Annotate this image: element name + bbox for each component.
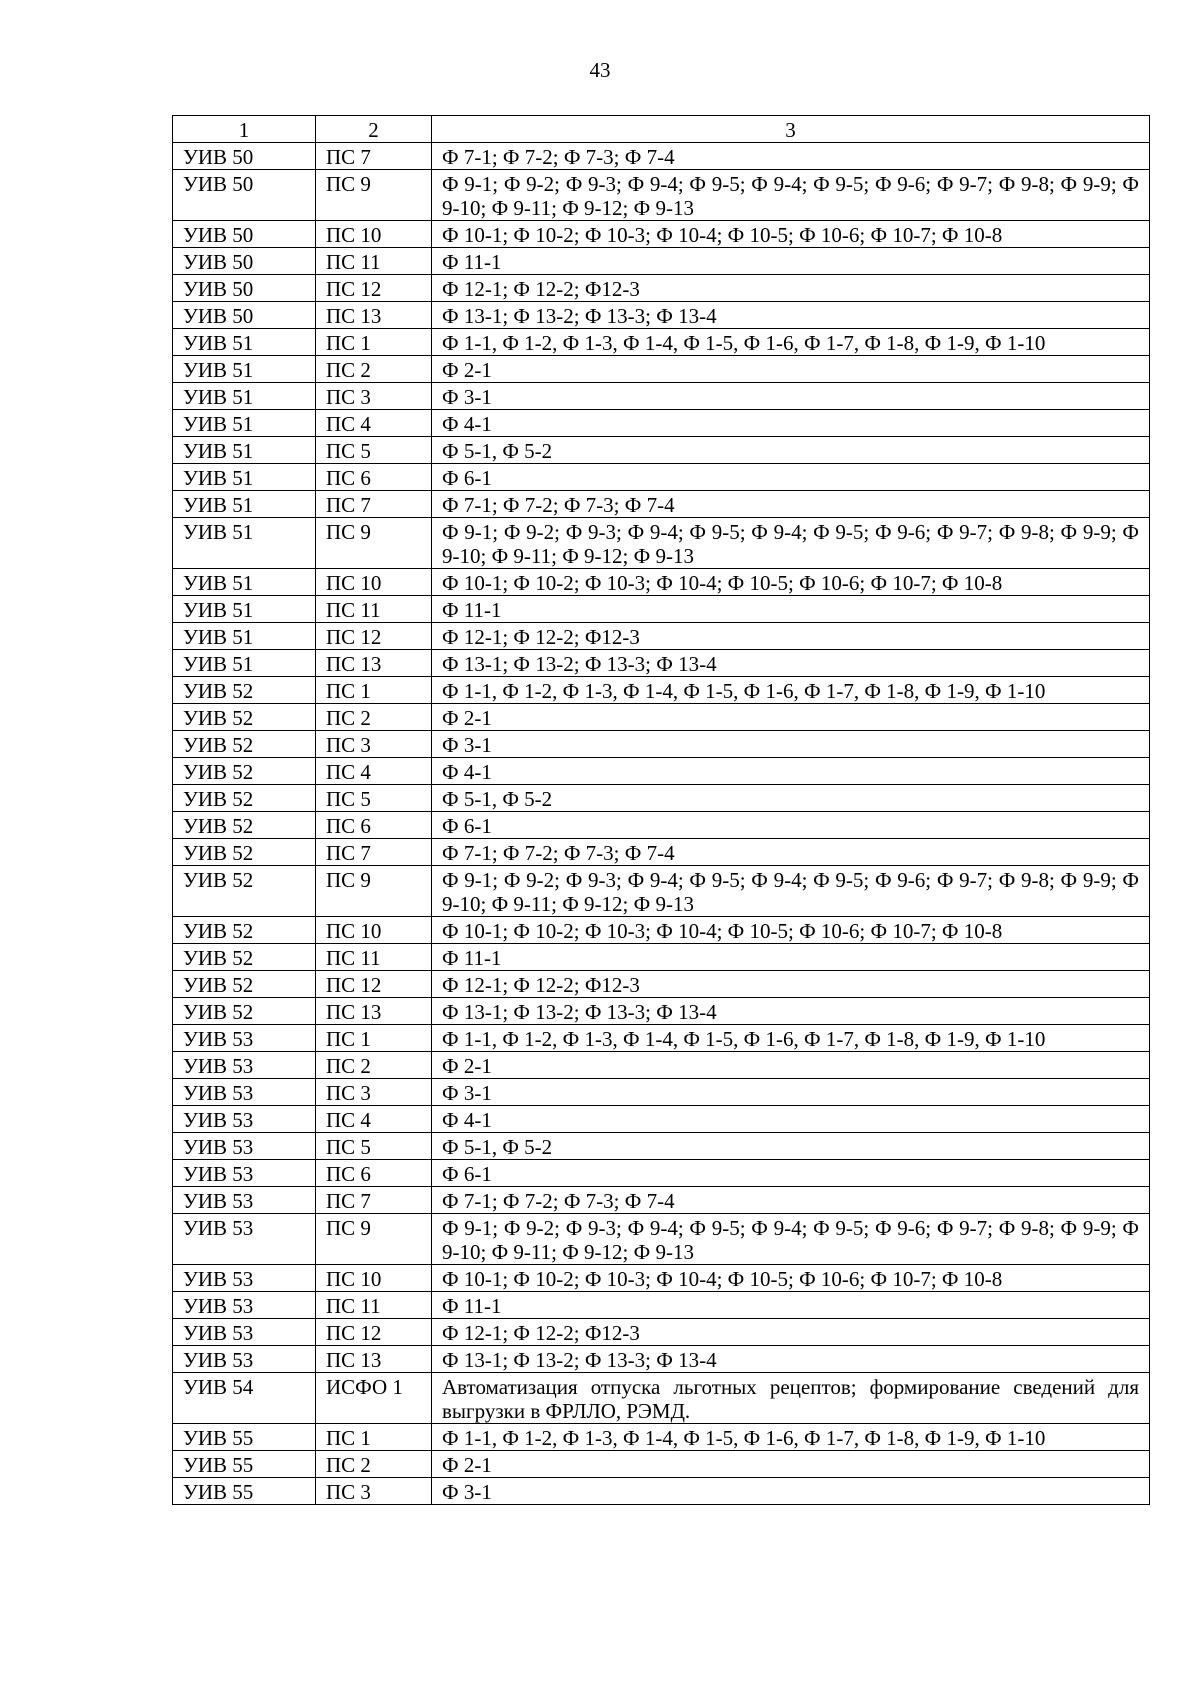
- functions-cell: Ф 10-1; Ф 10-2; Ф 10-3; Ф 10-4; Ф 10-5; Ф 10-6; Ф 10-7; Ф 10-8: [432, 1265, 1150, 1292]
- functions-cell: Ф 11-1: [432, 248, 1150, 275]
- subsystem-cell: ПС 13: [316, 1346, 432, 1373]
- uiv-cell: УИВ 50: [173, 143, 316, 170]
- subsystem-cell: ПС 4: [316, 410, 432, 437]
- subsystem-cell: ПС 3: [316, 383, 432, 410]
- subsystem-cell: ПС 10: [316, 569, 432, 596]
- functions-cell: Ф 9-1; Ф 9-2; Ф 9-3; Ф 9-4; Ф 9-5; Ф 9-4; Ф 9-5; Ф 9-6; Ф 9-7; Ф 9-8; Ф 9-9; Ф 9-10; Ф 9-11; Ф 9-12; Ф 9-13: [432, 170, 1150, 221]
- functions-cell: Ф 1-1, Ф 1-2, Ф 1-3, Ф 1-4, Ф 1-5, Ф 1-6, Ф 1-7, Ф 1-8, Ф 1-9, Ф 1-10: [432, 677, 1150, 704]
- table-row: [173, 491, 1150, 518]
- subsystem-cell: ПС 11: [316, 596, 432, 623]
- subsystem-cell: ПС 3: [316, 1079, 432, 1106]
- table-row: [173, 1106, 1150, 1133]
- functions-cell: Ф 4-1: [432, 758, 1150, 785]
- functions-cell: Ф 6-1: [432, 464, 1150, 491]
- table-row: [173, 1265, 1150, 1292]
- table-row: [173, 1214, 1150, 1265]
- functions-cell: Ф 12-1; Ф 12-2; Ф12-3: [432, 623, 1150, 650]
- functions-cell: Ф 10-1; Ф 10-2; Ф 10-3; Ф 10-4; Ф 10-5; Ф 10-6; Ф 10-7; Ф 10-8: [432, 917, 1150, 944]
- functions-cell: Ф 7-1; Ф 7-2; Ф 7-3; Ф 7-4: [432, 1187, 1150, 1214]
- table-row: [173, 839, 1150, 866]
- uiv-cell: УИВ 51: [173, 650, 316, 677]
- table-row: [173, 731, 1150, 758]
- functions-cell: Ф 13-1; Ф 13-2; Ф 13-3; Ф 13-4: [432, 1346, 1150, 1373]
- table-row: [173, 410, 1150, 437]
- uiv-cell: УИВ 51: [173, 623, 316, 650]
- table-header-row: [173, 116, 1150, 143]
- uiv-cell: УИВ 52: [173, 866, 316, 917]
- subsystem-cell: ПС 13: [316, 650, 432, 677]
- uiv-cell: УИВ 50: [173, 221, 316, 248]
- table-row: [173, 302, 1150, 329]
- table-row: [173, 650, 1150, 677]
- table-row: [173, 275, 1150, 302]
- uiv-cell: УИВ 51: [173, 356, 316, 383]
- subsystem-cell: ПС 13: [316, 302, 432, 329]
- table-row: [173, 569, 1150, 596]
- subsystem-cell: ИСФО 1: [316, 1373, 432, 1424]
- uiv-cell: УИВ 53: [173, 1079, 316, 1106]
- subsystem-cell: ПС 6: [316, 812, 432, 839]
- page-number: 43: [589, 58, 611, 82]
- functions-cell: Ф 13-1; Ф 13-2; Ф 13-3; Ф 13-4: [432, 650, 1150, 677]
- uiv-cell: УИВ 51: [173, 464, 316, 491]
- subsystem-cell: ПС 12: [316, 275, 432, 302]
- uiv-cell: УИВ 50: [173, 170, 316, 221]
- functions-cell: Ф 2-1: [432, 704, 1150, 731]
- table-row: [173, 1052, 1150, 1079]
- document-table: [172, 115, 1150, 1505]
- table-row: [173, 221, 1150, 248]
- table-row: [173, 1346, 1150, 1373]
- functions-cell: Ф 10-1; Ф 10-2; Ф 10-3; Ф 10-4; Ф 10-5; Ф 10-6; Ф 10-7; Ф 10-8: [432, 221, 1150, 248]
- uiv-cell: УИВ 53: [173, 1025, 316, 1052]
- table-row: [173, 944, 1150, 971]
- uiv-cell: УИВ 52: [173, 758, 316, 785]
- table-row: [173, 704, 1150, 731]
- uiv-cell: УИВ 53: [173, 1052, 316, 1079]
- subsystem-cell: ПС 1: [316, 1025, 432, 1052]
- subsystem-cell: ПС 12: [316, 623, 432, 650]
- table-row: [173, 170, 1150, 221]
- uiv-cell: УИВ 51: [173, 329, 316, 356]
- table-row: [173, 1160, 1150, 1187]
- uiv-cell: УИВ 52: [173, 812, 316, 839]
- uiv-cell: УИВ 55: [173, 1451, 316, 1478]
- subsystem-cell: ПС 11: [316, 1292, 432, 1319]
- functions-cell: Ф 7-1; Ф 7-2; Ф 7-3; Ф 7-4: [432, 143, 1150, 170]
- functions-cell: Ф 5-1, Ф 5-2: [432, 1133, 1150, 1160]
- subsystem-cell: ПС 12: [316, 971, 432, 998]
- table-row: [173, 329, 1150, 356]
- functions-cell: Ф 12-1; Ф 12-2; Ф12-3: [432, 971, 1150, 998]
- uiv-cell: УИВ 52: [173, 944, 316, 971]
- subsystem-cell: ПС 10: [316, 1265, 432, 1292]
- uiv-cell: УИВ 50: [173, 275, 316, 302]
- uiv-cell: УИВ 51: [173, 491, 316, 518]
- subsystem-cell: ПС 9: [316, 1214, 432, 1265]
- subsystem-cell: ПС 1: [316, 1424, 432, 1451]
- uiv-cell: УИВ 50: [173, 248, 316, 275]
- table-row: [173, 971, 1150, 998]
- table-row: [173, 356, 1150, 383]
- table-row: [173, 1079, 1150, 1106]
- functions-cell: Ф 11-1: [432, 1292, 1150, 1319]
- header-cell-3: 3: [432, 116, 1150, 143]
- table-row: [173, 785, 1150, 812]
- subsystem-cell: ПС 2: [316, 356, 432, 383]
- table-row: [173, 1478, 1150, 1505]
- table-row: [173, 1133, 1150, 1160]
- functions-cell: Ф 7-1; Ф 7-2; Ф 7-3; Ф 7-4: [432, 839, 1150, 866]
- table-body: [173, 116, 1150, 1505]
- uiv-cell: УИВ 51: [173, 596, 316, 623]
- table-row: [173, 1373, 1150, 1424]
- subsystem-cell: ПС 2: [316, 1451, 432, 1478]
- table-row: [173, 596, 1150, 623]
- subsystem-cell: ПС 3: [316, 1478, 432, 1505]
- uiv-cell: УИВ 55: [173, 1424, 316, 1451]
- uiv-cell: УИВ 53: [173, 1265, 316, 1292]
- functions-cell: Ф 1-1, Ф 1-2, Ф 1-3, Ф 1-4, Ф 1-5, Ф 1-6, Ф 1-7, Ф 1-8, Ф 1-9, Ф 1-10: [432, 329, 1150, 356]
- functions-cell: Ф 10-1; Ф 10-2; Ф 10-3; Ф 10-4; Ф 10-5; Ф 10-6; Ф 10-7; Ф 10-8: [432, 569, 1150, 596]
- functions-cell: Ф 13-1; Ф 13-2; Ф 13-3; Ф 13-4: [432, 998, 1150, 1025]
- table-row: [173, 464, 1150, 491]
- functions-cell: Ф 3-1: [432, 1478, 1150, 1505]
- functions-cell: Ф 13-1; Ф 13-2; Ф 13-3; Ф 13-4: [432, 302, 1150, 329]
- functions-cell: Ф 12-1; Ф 12-2; Ф12-3: [432, 1319, 1150, 1346]
- uiv-cell: УИВ 51: [173, 410, 316, 437]
- table-row: [173, 812, 1150, 839]
- uiv-cell: УИВ 52: [173, 704, 316, 731]
- uiv-cell: УИВ 50: [173, 302, 316, 329]
- uiv-cell: УИВ 53: [173, 1106, 316, 1133]
- functions-cell: Ф 9-1; Ф 9-2; Ф 9-3; Ф 9-4; Ф 9-5; Ф 9-4; Ф 9-5; Ф 9-6; Ф 9-7; Ф 9-8; Ф 9-9; Ф 9-10; Ф 9-11; Ф 9-12; Ф 9-13: [432, 1214, 1150, 1265]
- subsystem-cell: ПС 1: [316, 677, 432, 704]
- subsystem-cell: ПС 1: [316, 329, 432, 356]
- functions-cell: Ф 2-1: [432, 1451, 1150, 1478]
- functions-cell: Ф 11-1: [432, 944, 1150, 971]
- subsystem-cell: ПС 4: [316, 758, 432, 785]
- subsystem-cell: ПС 13: [316, 998, 432, 1025]
- table-row: [173, 518, 1150, 569]
- table-row: [173, 1187, 1150, 1214]
- uiv-cell: УИВ 52: [173, 731, 316, 758]
- uiv-cell: УИВ 52: [173, 971, 316, 998]
- uiv-cell: УИВ 53: [173, 1214, 316, 1265]
- functions-cell: Ф 7-1; Ф 7-2; Ф 7-3; Ф 7-4: [432, 491, 1150, 518]
- uiv-cell: УИВ 52: [173, 785, 316, 812]
- header-cell-2: 2: [316, 116, 432, 143]
- table-row: [173, 917, 1150, 944]
- uiv-cell: УИВ 52: [173, 839, 316, 866]
- functions-cell: Ф 9-1; Ф 9-2; Ф 9-3; Ф 9-4; Ф 9-5; Ф 9-4; Ф 9-5; Ф 9-6; Ф 9-7; Ф 9-8; Ф 9-9; Ф 9-10; Ф 9-11; Ф 9-12; Ф 9-13: [432, 518, 1150, 569]
- subsystem-cell: ПС 11: [316, 248, 432, 275]
- header-cell-1: 1: [173, 116, 316, 143]
- functions-cell: Ф 4-1: [432, 410, 1150, 437]
- uiv-cell: УИВ 52: [173, 917, 316, 944]
- subsystem-cell: ПС 11: [316, 944, 432, 971]
- uiv-cell: УИВ 53: [173, 1292, 316, 1319]
- uiv-cell: УИВ 51: [173, 383, 316, 410]
- subsystem-cell: ПС 7: [316, 143, 432, 170]
- table-row: [173, 383, 1150, 410]
- subsystem-cell: ПС 4: [316, 1106, 432, 1133]
- table-row: [173, 1424, 1150, 1451]
- uiv-cell: УИВ 53: [173, 1187, 316, 1214]
- subsystem-cell: ПС 10: [316, 917, 432, 944]
- uiv-cell: УИВ 51: [173, 437, 316, 464]
- subsystem-cell: ПС 5: [316, 1133, 432, 1160]
- functions-cell: Ф 6-1: [432, 812, 1150, 839]
- functions-cell: Ф 1-1, Ф 1-2, Ф 1-3, Ф 1-4, Ф 1-5, Ф 1-6, Ф 1-7, Ф 1-8, Ф 1-9, Ф 1-10: [432, 1025, 1150, 1052]
- subsystem-cell: ПС 7: [316, 1187, 432, 1214]
- functions-cell: Ф 5-1, Ф 5-2: [432, 785, 1150, 812]
- subsystem-cell: ПС 9: [316, 518, 432, 569]
- table-row: [173, 1292, 1150, 1319]
- table-row: [173, 437, 1150, 464]
- uiv-cell: УИВ 55: [173, 1478, 316, 1505]
- uiv-cell: УИВ 54: [173, 1373, 316, 1424]
- functions-cell: Ф 11-1: [432, 596, 1150, 623]
- uiv-cell: УИВ 51: [173, 569, 316, 596]
- table-row: [173, 1025, 1150, 1052]
- uiv-cell: УИВ 53: [173, 1133, 316, 1160]
- subsystem-cell: ПС 5: [316, 785, 432, 812]
- table-row: [173, 143, 1150, 170]
- uiv-cell: УИВ 53: [173, 1319, 316, 1346]
- uiv-cell: УИВ 52: [173, 998, 316, 1025]
- subsystem-cell: ПС 10: [316, 221, 432, 248]
- uiv-cell: УИВ 51: [173, 518, 316, 569]
- subsystem-cell: ПС 7: [316, 839, 432, 866]
- uiv-cell: УИВ 53: [173, 1160, 316, 1187]
- uiv-cell: УИВ 53: [173, 1346, 316, 1373]
- subsystem-cell: ПС 2: [316, 1052, 432, 1079]
- subsystem-cell: ПС 7: [316, 491, 432, 518]
- functions-cell: Ф 6-1: [432, 1160, 1150, 1187]
- table-row: [173, 998, 1150, 1025]
- subsystem-cell: ПС 3: [316, 731, 432, 758]
- subsystem-cell: ПС 6: [316, 1160, 432, 1187]
- table-row: [173, 866, 1150, 917]
- functions-cell: Ф 2-1: [432, 356, 1150, 383]
- table-row: [173, 1319, 1150, 1346]
- subsystem-cell: ПС 6: [316, 464, 432, 491]
- subsystem-cell: ПС 2: [316, 704, 432, 731]
- functions-cell: Ф 12-1; Ф 12-2; Ф12-3: [432, 275, 1150, 302]
- functions-cell: Автоматизация отпуска льготных рецептов; формирование сведений для выгрузки в ФРЛЛО, РЭМД.: [432, 1373, 1150, 1424]
- uiv-cell: УИВ 52: [173, 677, 316, 704]
- subsystem-cell: ПС 12: [316, 1319, 432, 1346]
- table-row: [173, 758, 1150, 785]
- subsystem-cell: ПС 9: [316, 866, 432, 917]
- functions-cell: Ф 9-1; Ф 9-2; Ф 9-3; Ф 9-4; Ф 9-5; Ф 9-4; Ф 9-5; Ф 9-6; Ф 9-7; Ф 9-8; Ф 9-9; Ф 9-10; Ф 9-11; Ф 9-12; Ф 9-13: [432, 866, 1150, 917]
- functions-cell: Ф 3-1: [432, 383, 1150, 410]
- table-row: [173, 248, 1150, 275]
- functions-cell: Ф 1-1, Ф 1-2, Ф 1-3, Ф 1-4, Ф 1-5, Ф 1-6, Ф 1-7, Ф 1-8, Ф 1-9, Ф 1-10: [432, 1424, 1150, 1451]
- functions-cell: Ф 3-1: [432, 731, 1150, 758]
- subsystem-cell: ПС 5: [316, 437, 432, 464]
- functions-cell: Ф 3-1: [432, 1079, 1150, 1106]
- functions-cell: Ф 4-1: [432, 1106, 1150, 1133]
- functions-cell: Ф 2-1: [432, 1052, 1150, 1079]
- subsystem-cell: ПС 9: [316, 170, 432, 221]
- table-row: [173, 677, 1150, 704]
- functions-cell: Ф 5-1, Ф 5-2: [432, 437, 1150, 464]
- table-row: [173, 1451, 1150, 1478]
- table-row: [173, 623, 1150, 650]
